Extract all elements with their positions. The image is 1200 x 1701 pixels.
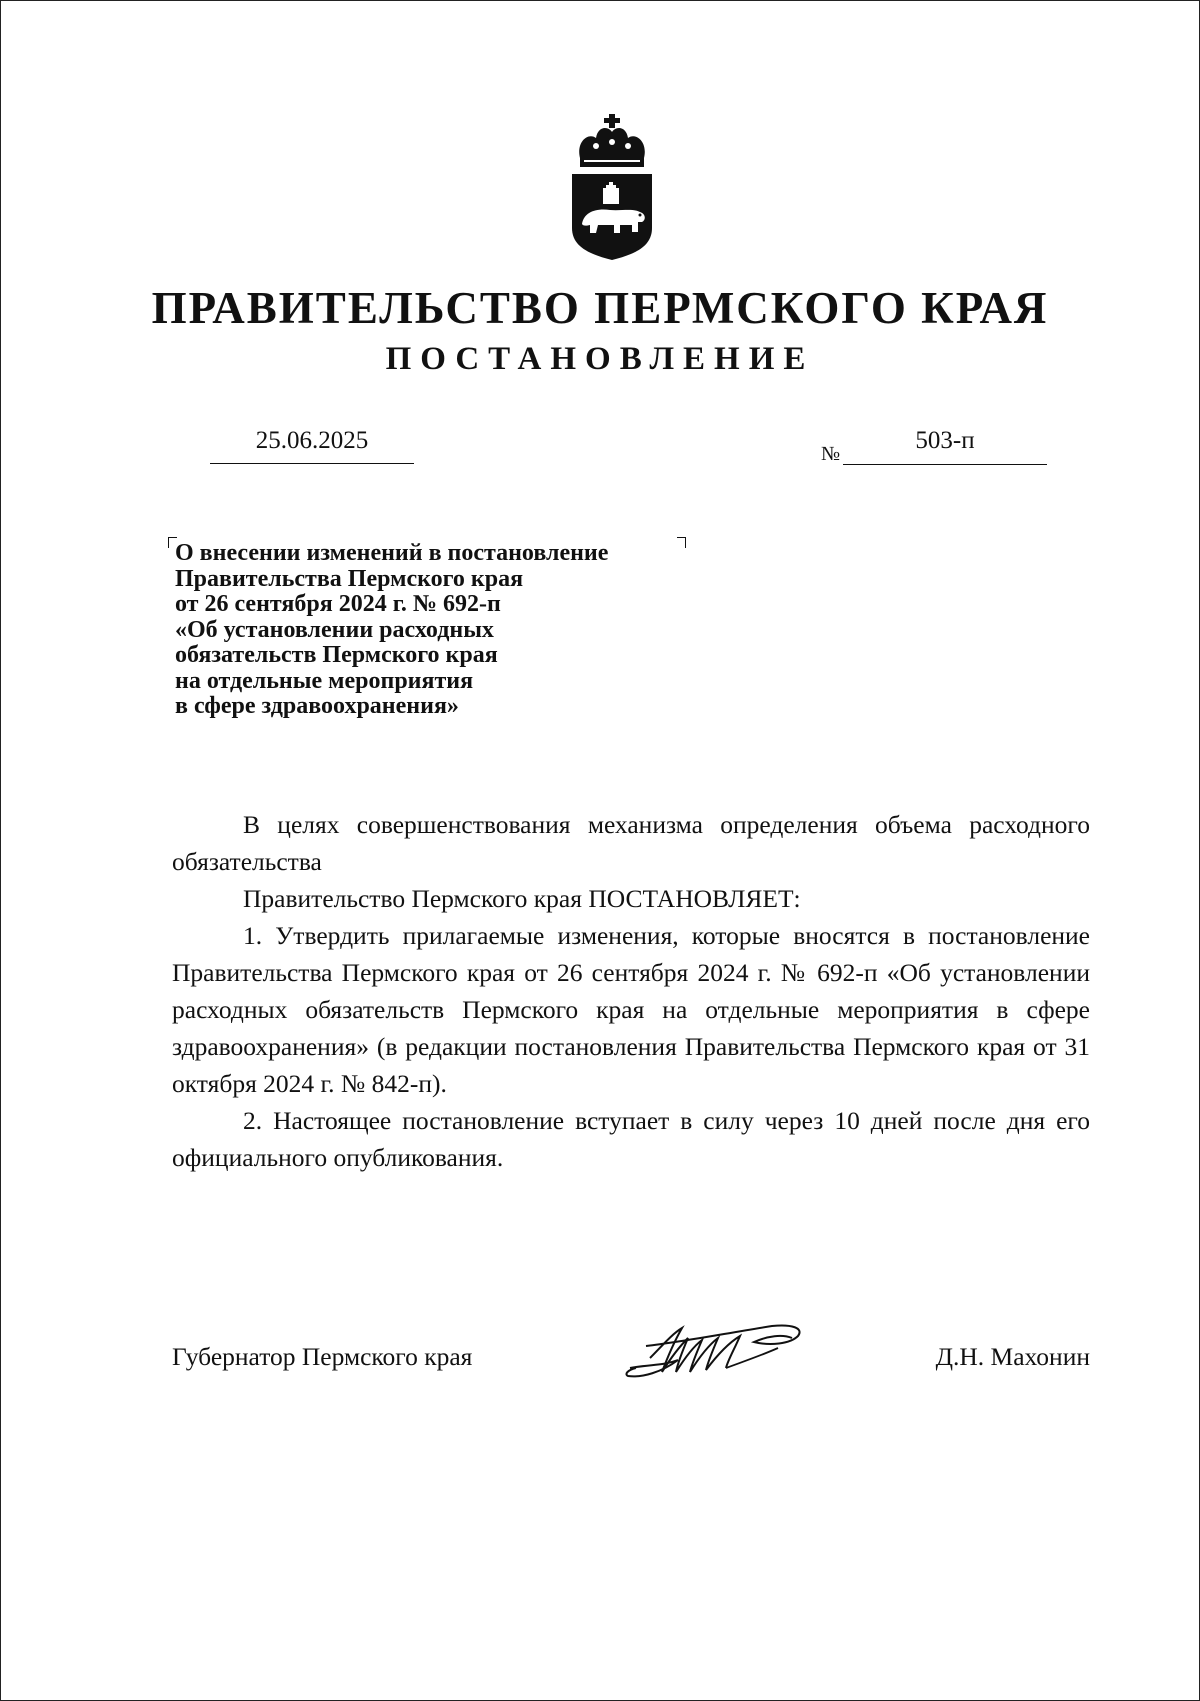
item-1-paragraph: 1. Утвердить прилагаемые изменения, которые вносятся в постановление Правительства Пермского края от 26 сентября 2024 г. № 692-п «Об установлении расходных обязательств Пермского края на отдельные мероприятия в сфере здравоохранения» (в редакции постановления Правительства Пермского края от 31 октября 2024 г. № 842-п). (172, 921, 1090, 1098)
subject-line: «Об установлении расходных (175, 616, 494, 643)
document-body (172, 806, 1090, 1176)
document-number: 503-п (843, 425, 1047, 465)
subject-line: на отдельные мероприятия (175, 667, 474, 694)
handwritten-signature (622, 1316, 812, 1386)
subject-line: Правительства Пермского края (175, 565, 524, 592)
document-type: ПОСТАНОВЛЕНИЕ (385, 341, 815, 377)
government-title: ПРАВИТЕЛЬСТВО ПЕРМСКОГО КРАЯ (151, 283, 1049, 333)
subject-heading (175, 541, 735, 720)
decree-phrase: Правительство Пермского края ПОСТАНОВЛЯЕТ: (243, 884, 801, 913)
signer-name: Д.Н. Махонин (935, 1342, 1090, 1371)
document-date: 25.06.2025 (210, 425, 414, 464)
subject-line: от 26 сентября 2024 г. № 692-п (175, 591, 501, 617)
item-2-paragraph: 2. Настоящее постановление вступает в силу через 10 дней после дня его официального опубликования. (172, 1106, 1090, 1172)
subject-line: обязательств Пермского края (175, 642, 498, 668)
number-sign: № (821, 443, 841, 465)
coat-of-arms-icon (566, 112, 658, 262)
subject-line: О внесении изменений в постановление (175, 540, 609, 566)
signer-position: Губернатор Пермского края (172, 1342, 473, 1371)
preamble-paragraph: В целях совершенствования механизма определения объема расходного обязательства (172, 810, 1090, 876)
subject-line: в сфере здравоохранения» (175, 693, 459, 719)
